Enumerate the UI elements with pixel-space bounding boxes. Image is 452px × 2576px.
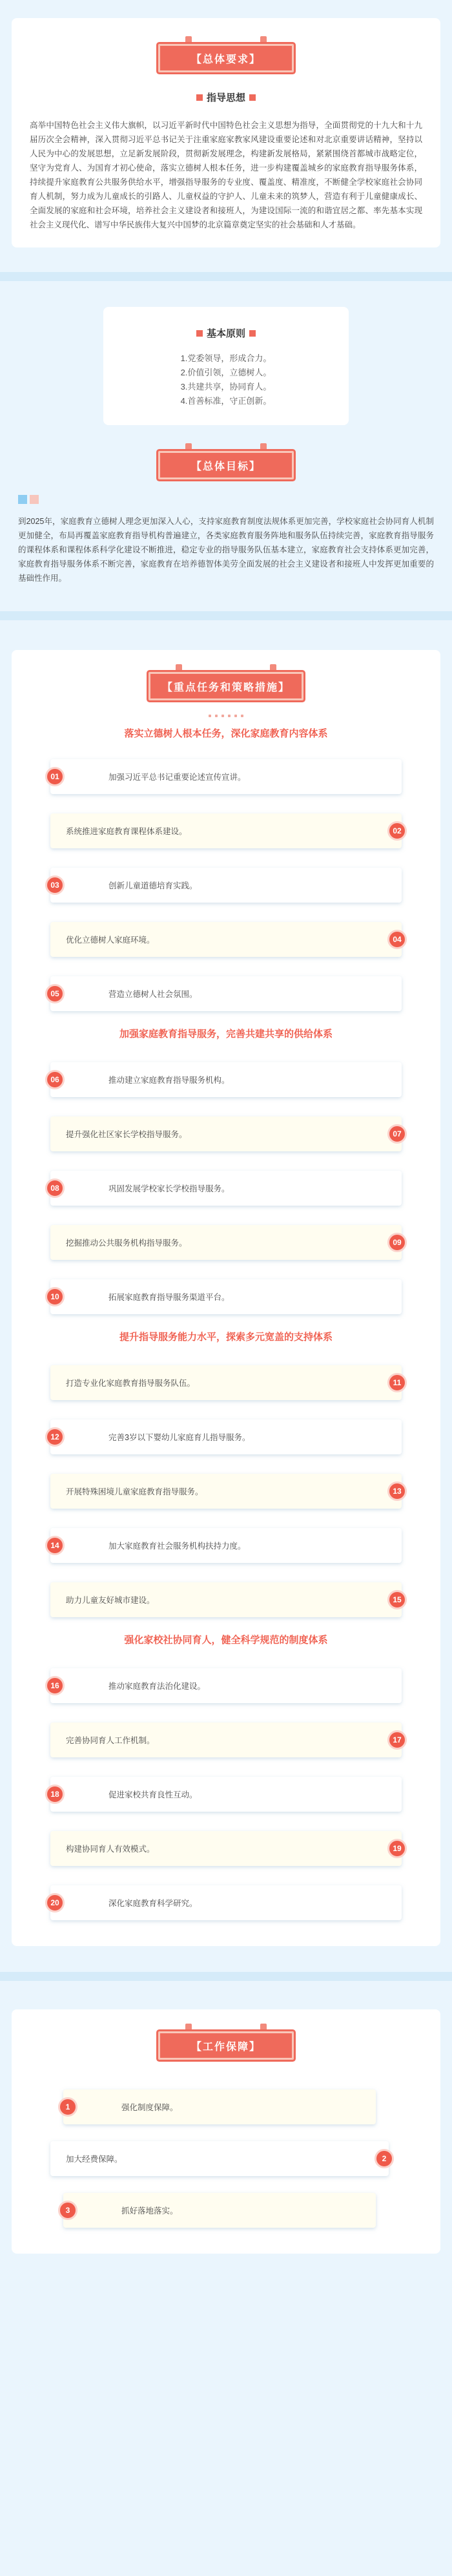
task-card: 加大家庭教育社会服务机构扶持力度。: [50, 1528, 402, 1563]
task-card: 完善协同育人工作机制。: [50, 1723, 402, 1757]
overall-goal-section: [0, 425, 452, 585]
task-item: [50, 1365, 402, 1400]
task-item: [50, 1668, 402, 1703]
safeguard-card: 抓好落地落实。: [63, 2193, 376, 2228]
task-item: [50, 1582, 402, 1617]
square-bullet-icon: [196, 94, 203, 101]
task-card: 提升强化社区家长学校指导服务。: [50, 1116, 402, 1151]
task-card: 推动建立家庭教育指导服务机构。: [50, 1062, 402, 1097]
guiding-thought-label: 指导思想: [206, 92, 245, 103]
task-item: [50, 1528, 402, 1563]
task-group: [12, 1668, 440, 1920]
safeguard-card: 加大经费保障。: [50, 2141, 389, 2176]
overall-goal-text: 到2025年，家庭教育立德树人理念更加深入人心，支持家庭教育制度法规体系更加完善，学校家庭社会协同育人机制更加健全，布局再覆盖家庭教育指导机构普遍建立，各类家庭教育服务阵地和服务队伍持续完善，家庭教育指导服务的课程体系和课程体系科学化建设不断推进，稳定专业的指导服务队伍基本建立，家庭教育社会支持体系更加完善，家庭教育指导服务体系不断完善，家庭教育在培养德智体美劳全面发展的社会主义建设者和接班人中发挥更加重要的基础性作用。: [18, 517, 434, 583]
principles-section: [0, 281, 452, 425]
task-item: [50, 1225, 402, 1260]
task-item: [50, 868, 402, 903]
safeguard-item: [63, 2193, 376, 2228]
task-card: 拓展家庭教育指导服务渠道平台。: [50, 1279, 402, 1314]
task-group: [12, 1062, 440, 1314]
task-number-badge: 20: [45, 1893, 65, 1912]
principle-item: 2.价值引领，立德树人。: [180, 368, 272, 377]
principles-panel: [103, 307, 349, 425]
task-number-badge: 18: [45, 1785, 65, 1804]
overall-requirements-title: 【总体要求】: [158, 44, 294, 72]
task-number-badge: 05: [45, 984, 65, 1003]
task-number-badge: 12: [45, 1427, 65, 1447]
task-group-heading: 加强家庭教育指导服务，完善共建共享的供给体系: [119, 1029, 333, 1040]
overall-goal-ribbon: [158, 451, 294, 479]
task-card: 深化家庭教育科学研究。: [50, 1885, 402, 1920]
task-number-badge: 03: [45, 875, 65, 895]
task-card: 巩固发展学校家长学校指导服务。: [50, 1171, 402, 1206]
task-card: 推动家庭教育法治化建设。: [50, 1668, 402, 1703]
key-tasks-panel: [12, 650, 440, 1946]
title-dots: [12, 715, 440, 717]
task-item: [50, 976, 402, 1011]
overall-goal-title: 【总体目标】: [158, 451, 294, 479]
principle-item: 1.党委领导，形成合力。: [180, 353, 272, 363]
principle-item: 4.首善标准，守正创新。: [180, 396, 272, 406]
task-card: 促进家校共育良性互动。: [50, 1777, 402, 1812]
task-number-badge: 04: [387, 930, 407, 949]
section-divider: [0, 1972, 452, 1981]
task-number-badge: 19: [387, 1839, 407, 1858]
decor-square: [18, 495, 27, 504]
principles-heading: [116, 326, 336, 340]
overall-requirements-section: [0, 0, 452, 247]
task-number-badge: 13: [387, 1482, 407, 1501]
task-number-badge: 17: [387, 1730, 407, 1750]
safeguard-title: 【工作保障】: [158, 2031, 294, 2060]
task-item: [50, 1723, 402, 1757]
task-group-heading: 强化家校社协同育人，健全科学规范的制度体系: [124, 1635, 328, 1646]
section-divider: [0, 611, 452, 620]
safeguard-card: 强化制度保障。: [63, 2089, 376, 2124]
guiding-thought-heading: [30, 90, 422, 104]
task-item: [50, 1777, 402, 1812]
safeguard-item: [50, 2141, 389, 2176]
overall-requirements-panel: [12, 18, 440, 247]
task-item: [50, 922, 402, 957]
guiding-thought-text: 高举中国特色社会主义伟大旗帜，以习近平新时代中国特色社会主义思想为指导，全面贯彻党的十九大和十九届历次全会精神，深入贯彻习近平总书记关于注重家庭家教家风建设重要论述和对北京重要讲话精神，坚持以人民为中心的发展思想，立足新发展阶段，贯彻新发展理念，构建新发展格局，紧紧围绕首都城市战略定位，坚守为党育人、为国育才初心使命，落实立德树人根本任务，进一步构建覆盖城乡的家庭教育指导服务体系，持续提升家庭教育公共服务供给水平，增强指导服务的专业度、覆盖度、精准度，不断健全学校家庭社会协同育人机制，努力成为儿童成长的引路人、儿童权益的守护人、儿童未来的筑梦人，营造有利于儿童健康成长、全面发展的家庭和社会环境，培养社会主义建设者和接班人，为建设国际一流的和谐宜居之都、率先基本实现社会主义现代化、谱写中华民族伟大复兴中国梦的北京篇章奠定坚实的社会基础和人才基础。: [30, 121, 422, 229]
square-bullet-icon: [249, 330, 256, 337]
safeguard-section: [0, 1981, 452, 2273]
task-card: 创新儿童道德培育实践。: [50, 868, 402, 903]
decor-square: [30, 495, 39, 504]
task-card: 挖掘推动公共服务机构指导服务。: [50, 1225, 402, 1260]
square-bullet-icon: [196, 330, 203, 337]
task-number-badge: 10: [45, 1287, 65, 1306]
task-item: [50, 759, 402, 794]
safeguard-panel: [12, 2009, 440, 2254]
task-group: [12, 1365, 440, 1617]
safeguard-number-badge: 2: [375, 2149, 394, 2168]
task-item: [50, 1062, 402, 1097]
task-card: 开展特殊困境儿童家庭教育指导服务。: [50, 1474, 402, 1509]
task-item: [50, 1474, 402, 1509]
task-number-badge: 09: [387, 1233, 407, 1252]
task-item: [50, 1116, 402, 1151]
task-number-badge: 16: [45, 1676, 65, 1695]
task-number-badge: 07: [387, 1124, 407, 1144]
task-card: 优化立德树人家庭环境。: [50, 922, 402, 957]
safeguard-item: [63, 2089, 376, 2124]
task-card: 加强习近平总书记重要论述宣传宣讲。: [50, 759, 402, 794]
task-number-badge: 08: [45, 1178, 65, 1198]
task-item: [50, 1885, 402, 1920]
principle-item: 3.共建共享，协同育人。: [180, 382, 272, 392]
task-item: [50, 813, 402, 848]
task-number-badge: 11: [387, 1373, 407, 1392]
task-number-badge: 06: [45, 1070, 65, 1089]
safeguard-number-badge: 3: [58, 2201, 77, 2220]
task-number-badge: 02: [387, 821, 407, 841]
principles-list: [116, 351, 336, 408]
task-item: [50, 1831, 402, 1866]
task-card: 助力儿童友好城市建设。: [50, 1582, 402, 1617]
task-group: [12, 759, 440, 1011]
task-number-badge: 14: [45, 1536, 65, 1555]
goal-deco: [18, 492, 434, 512]
task-card: 打造专业化家庭教育指导服务队伍。: [50, 1365, 402, 1400]
task-group-heading: 落实立德树人根本任务，深化家庭教育内容体系: [124, 728, 328, 739]
task-card: 构建协同育人有效模式。: [50, 1831, 402, 1866]
key-tasks-ribbon: [149, 672, 303, 700]
task-card: 系统推进家庭教育课程体系建设。: [50, 813, 402, 848]
task-item: [50, 1419, 402, 1454]
task-item: [50, 1171, 402, 1206]
overall-requirements-ribbon: [158, 44, 294, 72]
task-card: 完善3岁以下婴幼儿家庭育儿指导服务。: [50, 1419, 402, 1454]
safeguard-number-badge: 1: [58, 2097, 77, 2117]
safeguard-list: [12, 2089, 440, 2228]
key-tasks-section: [0, 620, 452, 1946]
section-divider: [0, 272, 452, 281]
task-group-heading: 提升指导服务能力水平，探索多元宽盖的支持体系: [119, 1332, 333, 1343]
principles-label: 基本原则: [206, 328, 245, 339]
safeguard-ribbon: [158, 2031, 294, 2060]
key-tasks-title: 【重点任务和策略措施】: [149, 672, 303, 700]
task-item: [50, 1279, 402, 1314]
task-number-badge: 15: [387, 1590, 407, 1609]
task-number-badge: 01: [45, 767, 65, 786]
task-card: 营造立德树人社会氛围。: [50, 976, 402, 1011]
square-bullet-icon: [249, 94, 256, 101]
